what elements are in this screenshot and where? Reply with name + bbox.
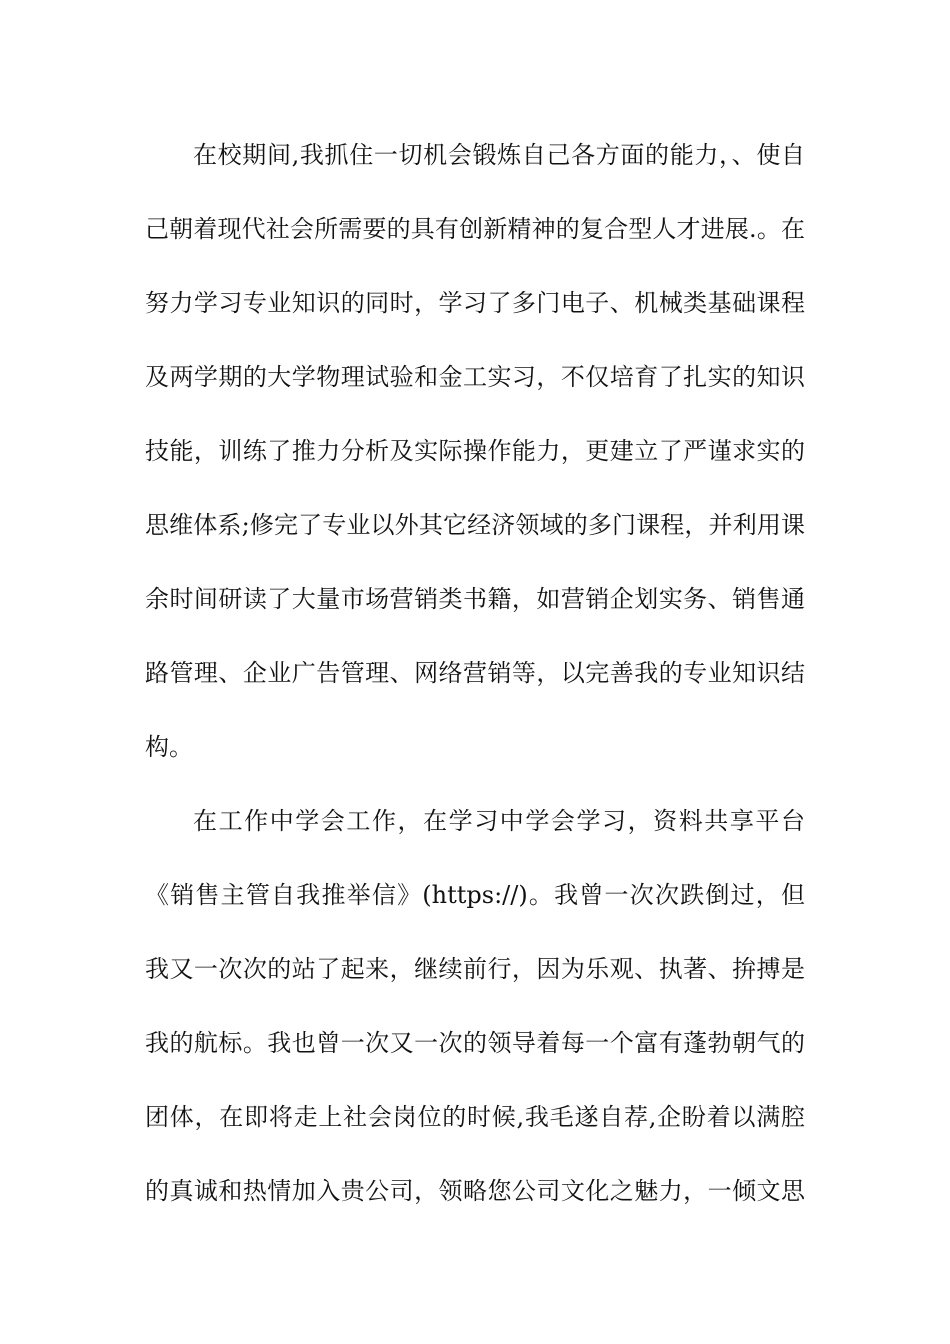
paragraph-2-line-1: 在工作中学会工作，在学习中学会学习，资料共享平台 xyxy=(193,807,805,835)
paragraph-1-line-6: 思维体系;修完了专业以外其它经济领域的多门课程，并利用课 xyxy=(145,511,805,539)
paragraph-1-line-2: 己朝着现代社会所需要的具有创新精神的复合型人才进展.。在 xyxy=(145,215,805,243)
paragraph-2-line-6: 的真诚和热情加入贵公司，领略您公司文化之魅力，一倾文思 xyxy=(145,1177,805,1205)
document-body xyxy=(145,118,805,1228)
paragraph-2-line-5: 团体，在即将走上社会岗位的时候,我毛遂自荐,企盼着以满腔 xyxy=(145,1103,805,1131)
paragraph-2-line-2: 《销售主管自我推举信》(https://)。我曾一次次跌倒过，但 xyxy=(145,881,805,909)
paragraph-1-line-9: 构。 xyxy=(145,733,193,761)
paragraph-1-line-3: 努力学习专业知识的同时，学习了多门电子、机械类基础课程 xyxy=(145,289,805,317)
paragraph-1-line-1: 在校期间,我抓住一切机会锻炼自己各方面的能力，、使自 xyxy=(193,141,805,169)
paragraph-1-line-4: 及两学期的大学物理试验和金工实习，不仅培育了扎实的知识 xyxy=(145,363,805,391)
paragraph-2-line-3: 我又一次次的站了起来，继续前行，因为乐观、执著、拚搏是 xyxy=(145,955,805,983)
paragraph-1-line-7: 余时间研读了大量市场营销类书籍，如营销企划实务、销售通 xyxy=(145,585,805,613)
paragraph-1-line-5: 技能，训练了推力分析及实际操作能力，更建立了严谨求实的 xyxy=(145,437,805,465)
paragraph-1-line-8: 路管理、企业广告管理、网络营销等，以完善我的专业知识结 xyxy=(145,659,805,687)
paragraph-2-line-4: 我的航标。我也曾一次又一次的领导着每一个富有蓬勃朝气的 xyxy=(145,1029,805,1057)
